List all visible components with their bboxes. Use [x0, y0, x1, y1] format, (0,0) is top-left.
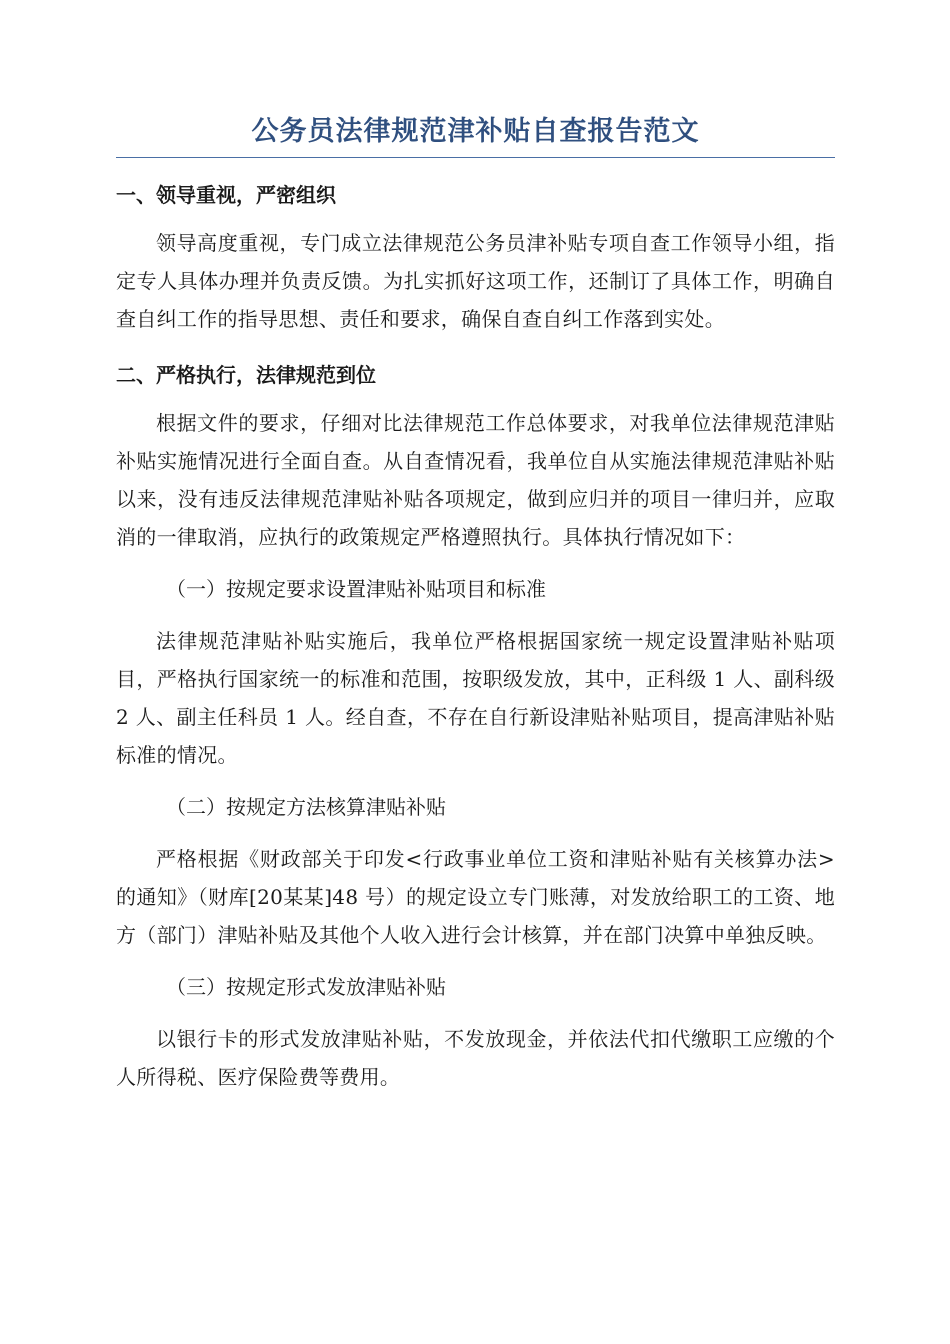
paragraph: 法律规范津贴补贴实施后，我单位严格根据国家统一规定设置津贴补贴项目，严格执行国家统一的标准和范围，按职级发放，其中，正科级 1 人、副科级 2 人、副主任科员 1 人。经自查，不存在自行新设津贴补贴项目，提高津贴补贴标准的情况。	[116, 629, 835, 767]
paragraph: 严格根据《财政部关于印发<行政事业单位工资和津贴补贴有关核算办法>的通知》（财库[20某某]48 号）的规定设立专门账薄，对发放给职工的工资、地方（部门）津贴补贴及其他个人收入进行会计核算，并在部门决算中单独反映。	[116, 847, 835, 947]
section-2	[116, 356, 835, 1096]
paragraph: 领导高度重视，专门成立法律规范公务员津补贴专项自查工作领导小组，指定专人具体办理并负责反馈。为扎实抓好这项工作，还制订了具体工作，明确自查自纠工作的指导思想、责任和要求，确保自查自纠工作落到实处。	[116, 231, 835, 331]
section-heading: 二、严格执行，法律规范到位	[116, 363, 376, 387]
section-1	[116, 176, 835, 338]
subsection-heading: （三）按规定形式发放津贴补贴	[166, 975, 446, 999]
paragraph: 根据文件的要求，仔细对比法律规范工作总体要求，对我单位法律规范津贴补贴实施情况进行全面自查。从自查情况看，我单位自从实施法律规范津贴补贴以来，没有违反法律规范津贴补贴各项规定，做到应归并的项目一律归并，应取消的一律取消，应执行的政策规定严格遵照执行。具体执行情况如下：	[116, 411, 835, 549]
document-title: 公务员法律规范津补贴自查报告范文	[116, 110, 835, 158]
subsection-heading: （二）按规定方法核算津贴补贴	[166, 795, 446, 819]
subsection-heading: （一）按规定要求设置津贴补贴项目和标准	[166, 577, 546, 601]
paragraph: 以银行卡的形式发放津贴补贴，不发放现金，并依法代扣代缴职工应缴的个人所得税、医疗保险费等费用。	[116, 1027, 835, 1089]
section-heading: 一、领导重视，严密组织	[116, 183, 336, 207]
document-page	[116, 110, 835, 1110]
